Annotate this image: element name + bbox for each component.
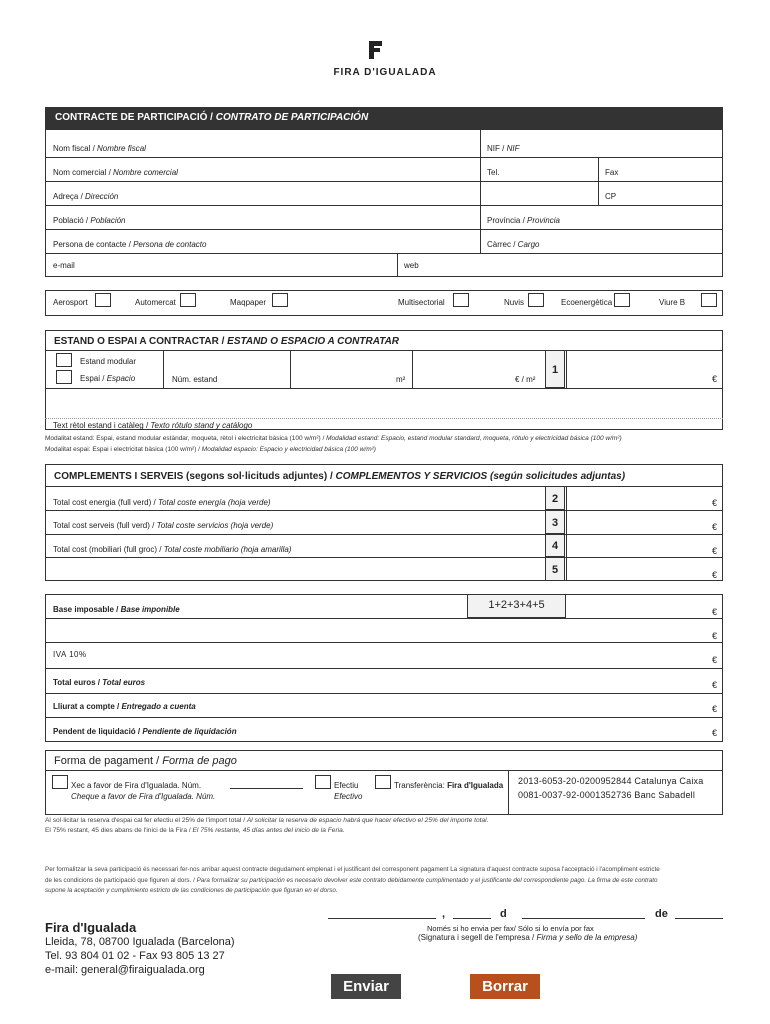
field-tel[interactable]: Tel. — [487, 168, 500, 177]
sector-checkbox-viure-b[interactable] — [701, 293, 717, 307]
sector-label-aerosport: Aerosport — [53, 298, 88, 307]
label-pendent: Pendent de liquidació / Pendiente de liquidación — [53, 727, 237, 736]
label-xec-es: Cheque a favor de Fira d'Igualada. Núm. — [71, 792, 216, 801]
formula-cell — [467, 594, 566, 618]
label-lliurat: Lliurat a compte / Entregado a cuenta — [53, 702, 196, 711]
field-adreca[interactable]: Adreça / Dirección — [53, 192, 119, 201]
label-base-imposable: Base imposable / Base imponible — [53, 605, 180, 614]
field-poblacio[interactable]: Població / Población — [53, 216, 126, 225]
year-input[interactable] — [675, 918, 723, 919]
checkbox-espai[interactable] — [56, 370, 72, 384]
logo-icon — [365, 40, 385, 60]
totals-euro-total: € — [712, 680, 718, 690]
complement-energia[interactable]: Total cost energia (full verd) / Total coste energía (hoja verde) — [53, 498, 271, 507]
checkbox-estand-modular[interactable] — [56, 353, 72, 367]
complement-serveis[interactable]: Total cost serveis (full verd) / Total coste servicios (hoja verde) — [53, 521, 274, 530]
totals-euro-pendent: € — [712, 728, 718, 738]
contract-title-es: CONTRATO DE PARTICIPACIÓN — [215, 112, 369, 123]
complement-mobiliari[interactable]: Total cost (mobiliari (full groc) / Total coste mobiliario (hoja amarilla) — [53, 545, 292, 554]
footer-org-name: Fira d'Igualada — [45, 920, 137, 935]
payment-note-1: Al sol·licitar la reserva d'espai cal fer efectiu el 25% de l'import total / Al solicitar la reserva de espacio habrá que hacer efectivo el 25% del importe total. — [45, 817, 489, 824]
sector-label-maqpaper: Maqpaper — [230, 298, 267, 307]
field-nif[interactable]: NIF / NIF — [487, 144, 520, 153]
totals-euro-lliurat: € — [712, 704, 718, 714]
stand-index: 1 — [545, 350, 565, 388]
contract-title: CONTRACTE DE PARTICIPACIÓ / — [55, 112, 216, 123]
org-name: FIRA D'IGUALADA — [333, 67, 437, 78]
label-espai: Espai / Espacio — [80, 374, 136, 383]
totals-euro-empty: € — [712, 631, 718, 641]
day-input[interactable] — [453, 918, 491, 919]
label-m2: m² — [396, 375, 406, 384]
field-nom-comercial[interactable]: Nom comercial / Nombre comercial — [53, 168, 178, 177]
stand-note-2: Modalitat espai: Espai i electricitat bàsica (100 w/m²) / Modalidad espacio: Espacio y electricidad básica (100 w/m²) — [45, 446, 376, 453]
sign-caption: (Signatura i segell de l'empresa / Firma y sello de la empresa) — [418, 933, 638, 942]
formula-text: 1+2+3+4+5 — [488, 599, 545, 611]
sector-checkbox-aerosport[interactable] — [95, 293, 111, 307]
stand-title: ESTAND O ESPAI A CONTRACTAR / ESTAND O ESPACIO A CONTRATAR — [54, 336, 400, 347]
sign-de: de — [655, 908, 668, 920]
fax-note: Només si ho envia per fax/ Sólo si lo envía por fax — [427, 924, 594, 933]
stand-euro: € — [712, 374, 718, 384]
complement-euro-3: € — [712, 522, 718, 532]
place-input[interactable] — [328, 918, 436, 919]
label-eur-m2: € / m² — [515, 375, 536, 384]
footer-email: e-mail: general@firaigualada.org — [45, 964, 205, 976]
field-provincia[interactable]: Província / Provincia — [487, 216, 560, 225]
label-xec: Xec a favor de Fira d'Igualada. Núm. — [71, 781, 202, 790]
sector-label-nuvis: Nuvis — [504, 298, 525, 307]
xec-number-input[interactable] — [230, 788, 303, 789]
sector-label-multisectorial: Multisectorial — [398, 298, 445, 307]
iban-banc-sabadell: 0081-0037-92-0001352736 Banc Sabadell — [518, 790, 696, 800]
complement-index-5: 5 — [545, 557, 565, 581]
complement-index-4: 4 — [545, 534, 565, 557]
contract-header — [45, 107, 723, 129]
legal-line-3: supone la aceptación y cumplimiento estricto de las condiciones de participación que figuran en el dorso. — [45, 887, 338, 894]
label-num-estand: Núm. estand — [172, 375, 218, 384]
sign-d: d — [500, 908, 507, 920]
sector-checkbox-automercat[interactable] — [180, 293, 196, 307]
complement-index-3: 3 — [545, 510, 565, 534]
stand-note-1: Modalitat estand: Espai, estand modular estàndar, moqueta, rètol i electricitat bàsica (100 w/m²) / Modalidad estand: Espacio, estand modular standard, moqueta, rótulo y electricidad básica (100 w/m²) — [45, 435, 622, 442]
label-efectiu: Efectiu — [334, 781, 359, 790]
sector-checkbox-maqpaper[interactable] — [272, 293, 288, 307]
legal-line-2: de les condicions de participació que figuren al dors. / Para formalizar su participación es necesario devolver este contrato debidamente cumplimentado y el justificante del correspondiente pago. La firma de este contrato — [45, 877, 658, 884]
legal-line-1: Per formalitzar la seva participació és necessari fer-nos arribar aquest contracte degudament emplenat i el justificant del corresponent pagament La signatura d'aquest contracte suposa l'acceptació i l'acompliment estricte — [45, 866, 660, 873]
footer-address: Lleida, 78, 08700 Igualada (Barcelona) — [45, 936, 235, 948]
complement-euro-2: € — [712, 498, 718, 508]
field-nom-fiscal[interactable]: Nom fiscal / Nombre fiscal — [53, 144, 146, 153]
label-estand-modular: Estand modular — [80, 357, 137, 366]
complement-euro-5: € — [712, 570, 718, 580]
label-iva: IVA 10% — [53, 650, 87, 659]
totals-euro-iva: € — [712, 655, 718, 665]
field-web[interactable]: web — [404, 261, 419, 270]
label-transferencia: Transferència: Fira d'Igualada — [394, 781, 504, 790]
field-cp[interactable]: CP — [605, 192, 617, 201]
label-rotul[interactable]: Text rètol estand i catàleg / Texto rótulo stand y catálogo — [53, 421, 253, 430]
iban-catalunya-caixa: 2013-6053-20-0200952844 Catalunya Caixa — [518, 776, 704, 786]
contract-form — [45, 129, 723, 277]
field-fax[interactable]: Fax — [605, 168, 619, 177]
payment-note-2: El 75% restant, 45 dies abans de l'inici de la Fira / El 75% restante, 45 días antes del inicio de la Feria. — [45, 827, 345, 834]
field-email[interactable]: e-mail — [53, 261, 75, 270]
sector-checkbox-multisectorial[interactable] — [453, 293, 469, 307]
complement-index-2: 2 — [545, 486, 565, 510]
checkbox-efectiu[interactable] — [315, 775, 331, 789]
sector-checkbox-nuvis[interactable] — [528, 293, 544, 307]
totals-euro-base: € — [712, 607, 718, 617]
sector-checkbox-ecoenergetica[interactable] — [614, 293, 630, 307]
sector-label-ecoenergetica: Ecoenergètica — [561, 298, 613, 307]
field-persona-contacte[interactable]: Persona de contacte / Persona de contacto — [53, 240, 207, 249]
clear-button[interactable]: Borrar — [470, 974, 540, 999]
complements-title: COMPLEMENTS I SERVEIS (segons sol·licituds adjuntes) / COMPLEMENTOS Y SERVICIOS (según solicitudes adjuntas) — [54, 471, 626, 482]
field-carrec[interactable]: Càrrec / Cargo — [487, 240, 540, 249]
label-efectiu-es: Efectivo — [334, 792, 363, 801]
checkbox-transferencia[interactable] — [375, 775, 391, 789]
month-input[interactable] — [522, 918, 645, 919]
checkbox-xec[interactable] — [52, 775, 68, 789]
footer-tel: Tel. 93 804 01 02 - Fax 93 805 13 27 — [45, 950, 225, 962]
send-button[interactable]: Enviar — [331, 974, 401, 999]
sector-label-automercat: Automercat — [135, 298, 176, 307]
label-total-euros: Total euros / Total euros — [53, 678, 146, 687]
logo — [365, 40, 385, 60]
payment-title: Forma de pagament / Forma de pago — [54, 755, 237, 767]
complement-euro-4: € — [712, 546, 718, 556]
sector-label-viure-b: Viure B — [659, 298, 686, 307]
sign-comma: , — [442, 908, 446, 920]
